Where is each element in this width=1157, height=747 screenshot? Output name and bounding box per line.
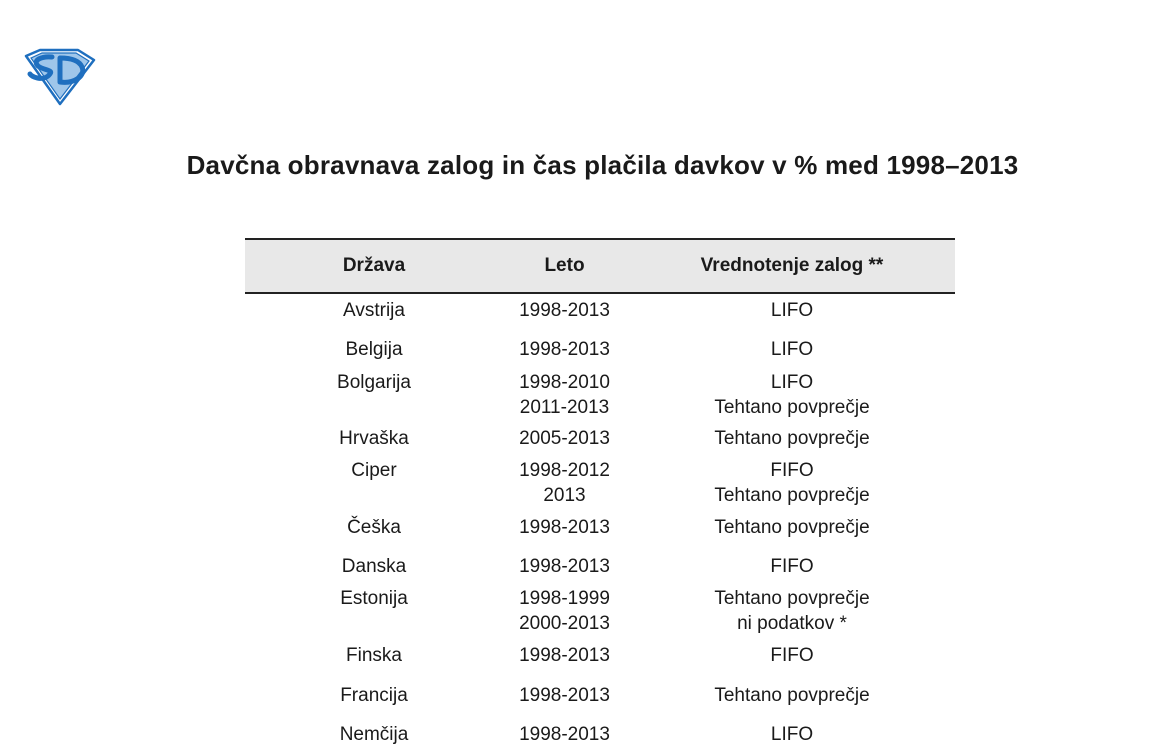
header-year: Leto <box>544 255 585 276</box>
cell-country: Nemčija <box>339 724 409 745</box>
cell-valuation: Tehtano povprečje <box>714 428 870 449</box>
cell-valuation: FIFO Tehtano povprečje <box>714 460 870 506</box>
cell-years: 1998-2013 <box>519 300 610 321</box>
cell-valuation: LIFO <box>770 724 814 745</box>
cell-years: 1998-2013 <box>519 724 610 745</box>
cell-years: 1998-2013 <box>519 645 610 666</box>
cell-years: 1998-2012 2013 <box>519 460 610 506</box>
cell-years: 2005-2013 <box>519 428 610 449</box>
cell-valuation: LIFO Tehtano povprečje <box>714 372 870 418</box>
sd-logo <box>22 48 96 106</box>
cell-country: Avstrija <box>343 300 405 321</box>
cell-valuation: Tehtano povprečje <box>714 517 870 538</box>
header-valuation: Vrednotenje zalog ** <box>700 255 884 276</box>
header-country: Država <box>342 255 406 276</box>
cell-valuation: LIFO <box>770 300 814 321</box>
cell-valuation: Tehtano povprečje ni podatkov * <box>714 588 870 634</box>
table-header <box>245 238 955 294</box>
cell-country: Hrvaška <box>339 428 409 449</box>
cell-years: 1998-2013 <box>519 339 610 360</box>
cell-country: Danska <box>341 556 407 577</box>
cell-country: Ciper <box>351 460 397 481</box>
page-title: Davčna obravnava zalog in čas plačila davkov v % med 1998–2013 <box>186 150 1019 180</box>
cell-country: Bolgarija <box>337 372 411 393</box>
cell-country: Belgija <box>345 339 403 360</box>
cell-valuation: FIFO <box>770 645 814 666</box>
cell-years: 1998-2013 <box>519 685 610 706</box>
cell-valuation: LIFO <box>770 339 814 360</box>
cell-valuation: FIFO <box>770 556 814 577</box>
cell-years: 1998-2010 2011-2013 <box>519 372 610 418</box>
cell-valuation: Tehtano povprečje <box>714 685 870 706</box>
cell-country: Finska <box>346 645 402 666</box>
cell-country: Estonija <box>340 588 408 609</box>
cell-country: Francija <box>340 685 408 706</box>
cell-years: 1998-2013 <box>519 517 610 538</box>
cell-years: 1998-2013 <box>519 556 610 577</box>
cell-years: 1998-1999 2000-2013 <box>519 588 610 634</box>
tax-table <box>245 238 955 745</box>
cell-country: Češka <box>347 517 401 538</box>
